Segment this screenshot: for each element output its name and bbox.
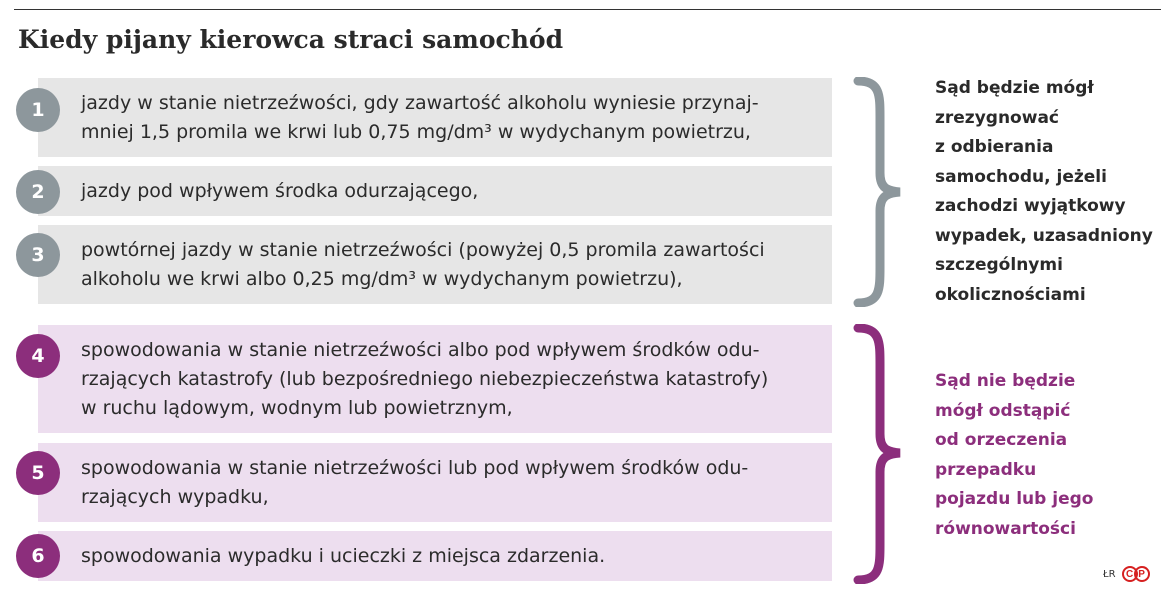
cp-logo-icon bbox=[1122, 566, 1150, 582]
item-text: spowodowania w stanie nietrzeźwości lub pod wpływem środków odu- rzających wypadku, bbox=[81, 456, 749, 508]
list-item-6 bbox=[38, 531, 832, 581]
list-item-3 bbox=[38, 225, 832, 304]
item-text: spowodowania wypadku i ucieczki z miejsca zdarzenia. bbox=[81, 544, 606, 567]
item-number-badge: 2 bbox=[16, 170, 60, 214]
list-item-4 bbox=[38, 325, 832, 433]
brace-purple-icon bbox=[848, 324, 908, 584]
item-text: spowodowania w stanie nietrzeźwości albo pod wpływem środków odu- rzających katastrofy (lub bezpośredniego niebezpieczeństwa katastrofy) w ruchu lądowym, wodnym lub powietrznym, bbox=[81, 338, 769, 419]
item-text: jazdy pod wpływem środka odurzającego, bbox=[81, 179, 479, 202]
item-number-badge: 1 bbox=[16, 88, 60, 132]
logo-letter-c: C bbox=[1122, 566, 1138, 582]
item-number-badge: 5 bbox=[16, 451, 60, 495]
item-text: jazdy w stanie nietrzeźwości, gdy zawartość alkoholu wyniesie przynaj- mniej 1,5 promila we krwi lub 0,75 mg/dm³ w wydychanym powietrzu, bbox=[81, 91, 759, 143]
list-item-2 bbox=[38, 166, 832, 216]
logo-letter-p: P bbox=[1134, 566, 1150, 582]
item-number-badge: 6 bbox=[16, 534, 60, 578]
list-item-1 bbox=[38, 78, 832, 157]
item-number-badge: 3 bbox=[16, 233, 60, 277]
item-number-badge: 4 bbox=[16, 334, 60, 378]
item-text: powtórnej jazdy w stanie nietrzeźwości (powyżej 0,5 promila zawartości alkoholu we krwi albo 0,25 mg/dm³ w wydychanym powietrzu), bbox=[81, 238, 765, 290]
list-item-5 bbox=[38, 443, 832, 522]
note-grey-group: Sąd będzie mógł zrezygnować z odbierania samochodu, jeżeli zachodzi wyjątkowy wypadek, uzasadniony szczególnymi okolicznościami bbox=[935, 78, 1153, 305]
page-title: Kiedy pijany kierowca straci samochód bbox=[18, 25, 564, 54]
author-initials: ŁR bbox=[1103, 568, 1116, 580]
top-rule bbox=[14, 9, 1161, 10]
publisher-logo bbox=[1103, 566, 1150, 582]
note-purple-group: Sąd nie będzie mógł odstąpić od orzeczenia przepadku pojazdu lub jego równowartości bbox=[935, 371, 1094, 539]
brace-grey-icon bbox=[848, 77, 908, 307]
